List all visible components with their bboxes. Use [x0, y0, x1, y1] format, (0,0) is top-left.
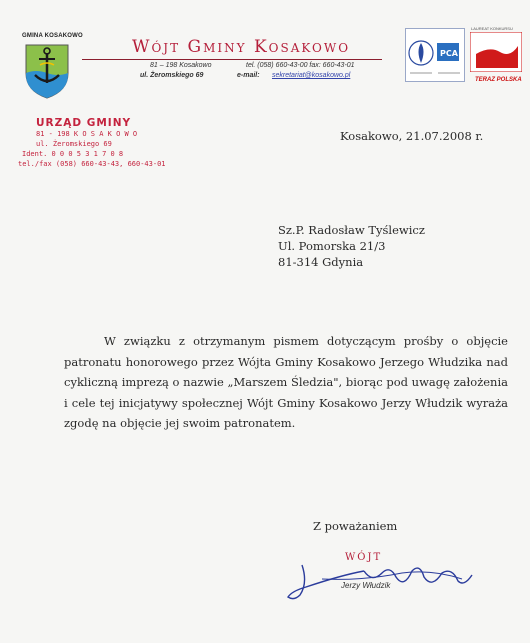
crest-caption: GMINA KOSAKOWO — [22, 33, 83, 39]
stamp-line: 81 - 198 K O S A K O W O — [36, 130, 138, 138]
certification-logo — [405, 28, 465, 82]
recipient-street: Ul. Pomorska 21/3 — [278, 239, 386, 253]
letterhead-address-line2: ul. Żeromskiego 69 — [140, 72, 204, 79]
letterhead-address-line1: 81 – 198 Kosakowo — [150, 62, 212, 69]
teraz-polska-flag-icon — [470, 32, 522, 72]
certification-text: PCA — [440, 49, 458, 58]
coat-of-arms-icon — [24, 43, 70, 99]
stamp-line: ul. Żeromskiego 69 — [36, 140, 112, 148]
letter-body — [64, 331, 508, 434]
signature-title: WÓJT — [345, 552, 383, 563]
teraz-polska-label: TERAZ POLSKA — [475, 77, 522, 83]
body-paragraph: W związku z otrzymanym pismem dotyczącym prośby o objęcie patronatu honorowego przez Wójta Gminy Kosakowo Jerzego Włudzika nad cykliczną imprezą o nazwie „Marszem Śledzia", biorąc pod uwagę założenia i cele tej inicjatywy społecznej Wójt Gminy Kosakowo Jerzy Włudzik wyraża zgodę na objęcie jej swoim patronatem. — [64, 334, 508, 430]
recipient-name: Sz.P. Radosław Tyślewicz — [278, 223, 425, 237]
stamp-line: tel./fax (058) 660-43-43, 660-43-01 — [18, 160, 166, 168]
signature-name: Jerzy Włudzik — [341, 581, 391, 590]
place-and-date: Kosakowo, 21.07.2008 r. — [340, 129, 484, 143]
stamp-title: URZĄD GMINY — [36, 117, 132, 129]
office-stamp — [18, 117, 168, 169]
stamp-line: Ident. 0 0 0 5 3 1 7 0 8 — [22, 150, 124, 158]
letterhead-rule — [82, 59, 382, 60]
recipient-address — [278, 222, 425, 270]
closing-phrase: Z poważaniem — [313, 519, 398, 533]
letterhead-title: Wójt Gminy Kosakowo — [132, 37, 351, 57]
certification-seal-icon — [406, 29, 464, 81]
letterhead-email-link[interactable]: sekretariat@kosakowo.pl — [272, 72, 351, 79]
letterhead-email-label: e-mail: — [237, 72, 260, 79]
recipient-city: 81-314 Gdynia — [278, 255, 364, 269]
teraz-polska-caption: LAUREAT KONKURSU — [471, 26, 513, 31]
letterhead-phone: tel. (058) 660-43-00 fax: 660-43-01 — [246, 62, 355, 69]
